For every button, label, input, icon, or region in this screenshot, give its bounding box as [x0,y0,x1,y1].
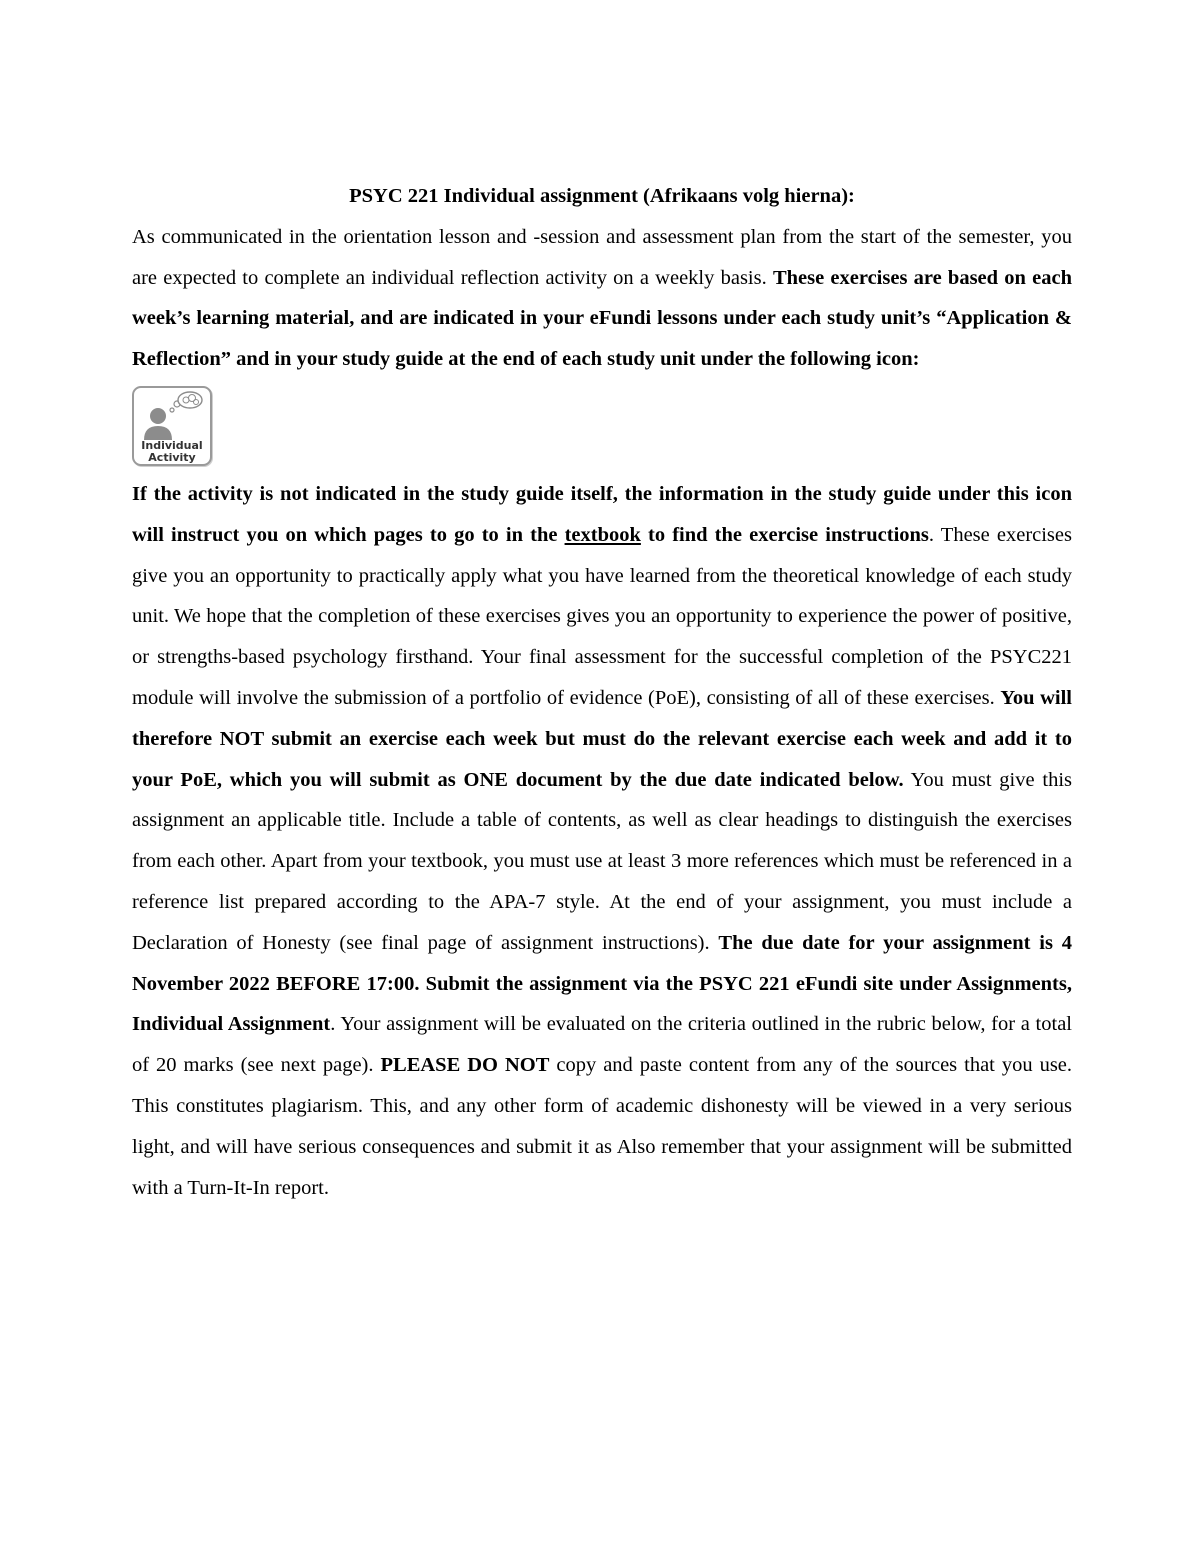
intro-bold-text: These exercises are based on each week’s learning material, and are indicated in your eFundi lessons under each study unit’s “Application & Reflection” and in your study guide at the end of each study unit under the following icon: [132,266,1072,371]
intro-text: As communicated in the orientation lesson and -session and assessment plan from the start of the semester, you are expected to complete an individual reflection activity on a weekly basis. [132,225,1072,289]
textbook-emphasis: textbook [564,523,641,546]
icon-label-line1: Individual [141,438,203,452]
body-bold-3: You will therefore NOT submit an exercise each week but must do the relevant exercise each week and add it to your PoE, which you will submit as ONE document by the due date indicated below. [132,686,1073,791]
warning-bold: PLEASE DO NOT [380,1054,550,1077]
intro-paragraph [132,217,1072,380]
body-text-4: You must give this assignment an applicable title. Include a table of contents, as well as clear headings to distinguish the exercises from each other. Apart from your textbook, you must use at least 3 more references which must be referenced in a reference list prepared according to the APA-7 style. At the end of your assignment, you must include a Declaration of Honesty (see final page of assignment instructions). [132,768,1073,954]
body-bold-a: If the activity is not indicated in the study guide itself, the information in the study guide under this icon will instruct you on which pages to go to in the [132,482,1072,546]
body-text-2: . These exercises give you an opportunity to practically apply what you have learned from the theoretical knowledge of each study unit. We hope that the completion of these exercises gives you an opportunity to experience the power of positive, or strengths-based psychology firsthand. Your final assessment for the successful completion of the PSYC221 module will involve the submission of a portfolio of evidence (PoE), consisting of all of these exercises. [132,523,1072,709]
document-title: PSYC 221 Individual assignment (Afrikaans volg hierna): [349,185,855,207]
body-text-8: copy and paste content from any of the sources that you use. This constitutes plagiarism. This, and any other form of academic dishonesty will be viewed in a very serious light, and will have serious consequences and submit it as Also remember that your assignment will be submitted with a Turn-It-In report. [132,1054,1073,1199]
body-paragraph [132,474,1072,1208]
body-text-6: . Your assignment will be evaluated on the criteria outlined in the rubric below, for a total of 20 marks (see next page). [132,1013,1072,1077]
individual-activity-icon [132,386,212,466]
body-bold-b: to find the exercise instructions [640,523,929,546]
due-date-text: The due date for your assignment is 4 November 2022 BEFORE 17:00. Submit the assignment via the PSYC 221 eFundi site under Assignments, Individual Assignment [132,931,1072,1036]
document-page [132,176,1072,1208]
icon-label-line2: Activity [148,450,196,464]
